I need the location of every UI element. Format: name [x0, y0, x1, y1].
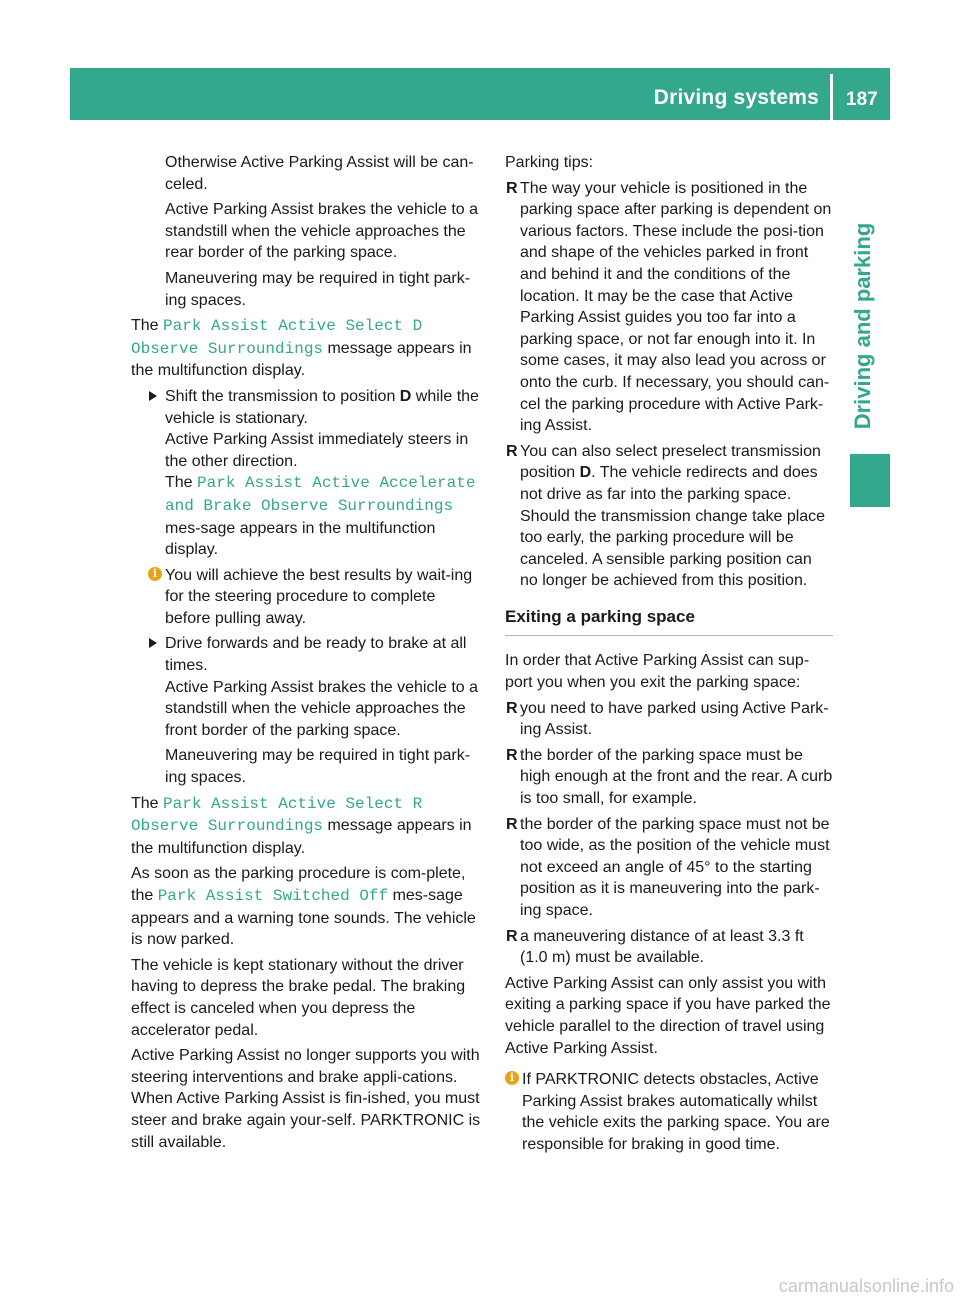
instruction-step: Drive forwards and be ready to brake at all times. Active Parking Assist brakes the vehicle to a standstill when the vehicle approaches the front border of the parking space. Maneuvering may be required in tight park-ing spaces. [148, 633, 483, 788]
step-arrow-icon [149, 638, 157, 648]
step-result: Maneuvering may be required in tight park-ing spaces. [165, 747, 471, 787]
list-item: R the border of the parking space must not be too wide, as the position of the vehicle must not exceed an angle of 45° to the starting position as it is maneuvering into the park-ing space. [506, 815, 830, 919]
right-column [505, 152, 833, 1160]
step-arrow-icon [149, 391, 157, 401]
section-heading: Exiting a parking space [505, 606, 833, 637]
bullet-icon: R [506, 699, 518, 717]
paragraph: Active Parking Assist brakes the vehicle to a standstill when the vehicle approaches the rear border of the parking space. [165, 201, 479, 262]
chapter-tab-label: Driving and parking [850, 222, 875, 430]
list-item: R The way your vehicle is positioned in the parking space after parking is dependent on various factors. These include the posi-tion and shape of the vehicles parked in front and behind it and the conditions of the location. It may be the case that Active Parking Assist guides you too far into a parking space, or not far enough into it. In some cases, it may also lead you across or onto the curb. If necessary, you should can-cel the parking procedure with Active Park-ing Assist. [506, 179, 832, 435]
paragraph: Active Parking Assist can only assist you with exiting a parking space if you have parked the vehicle parallel to the direction of travel using Active Parking Assist. [505, 974, 831, 1057]
header-divider [830, 74, 833, 120]
display-message-paragraph: The Park Assist Active Select R Observe Surroundings message appears in the multifunction display. [131, 794, 472, 857]
bullet-icon: R [506, 927, 518, 945]
display-message: Park Assist Active Accelerate and Brake Observe Surroundings [165, 474, 476, 515]
bullet-icon: R [506, 815, 518, 833]
tips-heading: Parking tips: [505, 154, 594, 171]
bullet-icon: R [506, 442, 518, 460]
display-message: Park Assist Switched Off [157, 887, 389, 905]
info-icon: i [148, 567, 162, 581]
bullet-icon: R [506, 746, 518, 764]
display-message-paragraph: The Park Assist Active Accelerate and Brake Observe Surroundings mes-sage appears in the multifunction display. [165, 474, 476, 559]
display-message: Park Assist Active Select R Observe Surroundings [131, 794, 423, 836]
list-item: R you need to have parked using Active Park-ing Assist. [506, 699, 829, 739]
step-result: Active Parking Assist brakes the vehicle to a standstill when the vehicle approaches the front border of the parking space. [165, 678, 479, 739]
paragraph: In order that Active Parking Assist can sup-port you when you exit the parking space: [505, 652, 810, 692]
page-number: 187 [846, 89, 878, 110]
info-icon: i [505, 1071, 519, 1085]
display-message-paragraph: The Park Assist Active Select D Observe Surroundings message appears in the multifunction display. [131, 317, 472, 380]
info-note: i If PARKTRONIC detects obstacles, Active Parking Assist brakes automatically whilst the vehicle exits the parking space. You are responsible for braking in good time. [505, 1069, 833, 1155]
chapter-tab-marker [850, 454, 890, 507]
bullet-icon: R [506, 179, 518, 197]
list-item: R the border of the parking space must be high enough at the front and the rear. A curb is too small, for example. [506, 746, 833, 808]
list-item: R You can also select preselect transmission position D. The vehicle redirects and does not drive as far into the parking space. Should the transmission change take place too early, the parking procedure will be canceled. A sensible parking position can no longer be achieved from this position. [506, 442, 826, 590]
paragraph: As soon as the parking procedure is com-plete, the Park Assist Switched Off mes-sage appears and a warning tone sounds. The vehicle is now parked. [131, 865, 476, 949]
section-title: Driving systems [653, 86, 819, 109]
list-item: R a maneuvering distance of at least 3.3 ft (1.0 m) must be available. [506, 927, 804, 967]
paragraph: Otherwise Active Parking Assist will be can-celed. [165, 154, 474, 193]
info-note: i You will achieve the best results by wait-ing for the steering procedure to complete before pulling away. [148, 565, 483, 630]
paragraph: Maneuvering may be required in tight park-ing spaces. [165, 269, 471, 309]
step-result: Active Parking Assist immediately steers in the other direction. [165, 431, 469, 470]
watermark[interactable]: carmanualsonline.info [778, 1276, 954, 1296]
left-column [131, 152, 483, 1157]
instruction-step: Shift the transmission to position D while the vehicle is stationary. Active Parking Assist immediately steers in the other direction. The Park Assist Active Accelerate and Brake Observe Surroundings mes-sage appears in the multifunction display. [148, 386, 483, 561]
paragraph: Active Parking Assist no longer supports you with steering interventions and brake appli-cations. When Active Parking Assist is fin-ished, you must steer and brake again your-self. PARKTRONIC is still available. [131, 1047, 481, 1151]
paragraph: The vehicle is kept stationary without the driver having to depress the brake pedal. The braking effect is canceled when you depress the accelerator pedal. [131, 956, 466, 1039]
display-message: Park Assist Active Select D Observe Surroundings [131, 317, 423, 358]
